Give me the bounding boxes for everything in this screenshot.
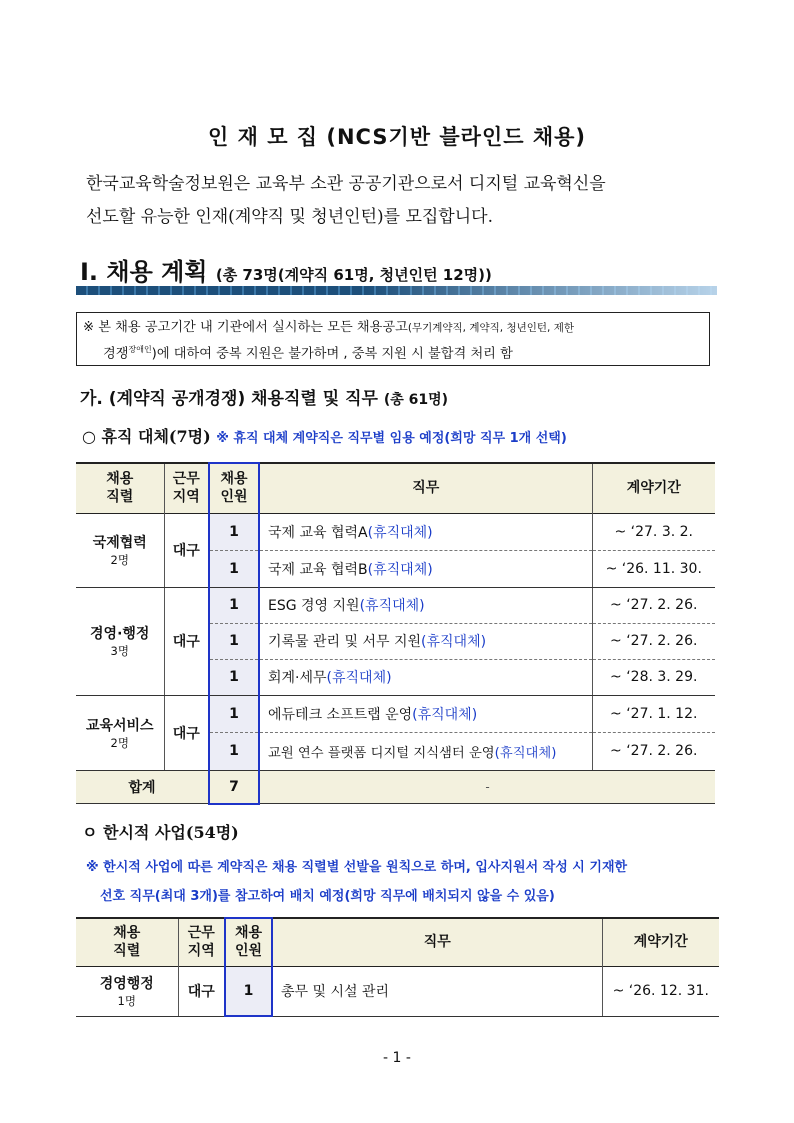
header-region: 근무 지역 bbox=[164, 463, 209, 513]
row-period: ~ ‘26. 11. 30. bbox=[592, 550, 715, 587]
row-period: ~ ‘27. 2. 26. bbox=[592, 623, 715, 659]
notice-line-2 bbox=[83, 339, 701, 365]
notice-line-2-rest: )에 대하여 중복 지원은 불가하며 , 중복 지원 시 불합격 처리 함 bbox=[151, 346, 513, 362]
intro-line-1: 한국교육학술정보원은 교육부 소관 공공기관으로서 디지털 교육혁신을 bbox=[86, 174, 606, 194]
row-job-tag: (휴직대체) bbox=[494, 745, 557, 761]
group-count: 2명 bbox=[110, 553, 129, 567]
section-1-title: Ⅰ. 채용 계획 bbox=[80, 258, 208, 286]
row-period: ~ ‘27. 3. 2. bbox=[592, 513, 715, 550]
subsection-ga-title: 가. (계약직 공개경쟁) 채용직렬 및 직무 bbox=[80, 389, 378, 409]
notice-box bbox=[76, 312, 710, 366]
section-divider-fade bbox=[76, 286, 717, 295]
temporary-project-note-1: ※ 한시적 사업에 따른 계약직은 채용 직렬별 선발을 원칙으로 하며, 입사지원서 작성 시 기재한 bbox=[86, 860, 628, 875]
row-job-tag: (휴직대체) bbox=[367, 524, 433, 541]
subsection-ga-heading bbox=[80, 384, 448, 409]
page-number: - 1 - bbox=[383, 1050, 411, 1066]
group-region: 대구 bbox=[164, 587, 209, 695]
leave-replacement-note: ※ 휴직 대체 계약직은 직무별 임용 예정(희망 직무 1개 선택) bbox=[216, 431, 567, 446]
header-region: 근무 지역 bbox=[178, 918, 225, 966]
intro-line-2: 선도할 유능한 인재(계약직 및 청년인턴)를 모집합니다. bbox=[86, 207, 493, 227]
row-count: 1 bbox=[209, 695, 259, 732]
row-job: 기록물 관리 및 서무 지원(휴직대체) bbox=[259, 623, 592, 659]
header-series: 채용 직렬 bbox=[76, 918, 178, 966]
row-count: 1 bbox=[209, 623, 259, 659]
subsection-ga-total: (총 61명) bbox=[383, 392, 449, 408]
group-name: 국제협력 bbox=[92, 535, 147, 551]
row-period: ~ ‘26. 12. 31. bbox=[602, 966, 719, 1016]
total-rest: - bbox=[259, 770, 715, 804]
row-period: ~ ‘27. 1. 12. bbox=[592, 695, 715, 732]
section-1-heading bbox=[80, 252, 492, 287]
header-job: 직무 bbox=[272, 918, 602, 966]
group-name: 교육서비스 bbox=[85, 717, 154, 734]
row-job-tag: (휴직대체) bbox=[367, 561, 433, 578]
header-count: 채용 인원 bbox=[225, 918, 272, 966]
group-series bbox=[76, 695, 164, 770]
group-region: 대구 bbox=[164, 695, 209, 770]
row-job: 회계·세무(휴직대체) bbox=[259, 659, 592, 695]
group-name: 경영·행정 bbox=[90, 626, 150, 642]
row-job-tag: (휴직대체) bbox=[421, 634, 487, 650]
leave-replacement-title: ○ 휴직 대체(7명) bbox=[82, 427, 211, 446]
leave-replacement-heading bbox=[82, 424, 567, 447]
row-job: 국제 교육 협력B(휴직대체) bbox=[259, 550, 592, 587]
row-job-tag: (휴직대체) bbox=[412, 706, 478, 723]
group-count: 1명 bbox=[117, 994, 136, 1008]
temporary-project-table bbox=[76, 917, 719, 1017]
group-series bbox=[76, 587, 164, 695]
row-count: 1 bbox=[225, 966, 272, 1016]
group-count: 2명 bbox=[110, 735, 129, 750]
group-region: 대구 bbox=[178, 966, 225, 1016]
notice-line-1 bbox=[83, 317, 701, 339]
group-series bbox=[76, 513, 164, 587]
row-job: 총무 및 시설 관리 bbox=[272, 966, 602, 1016]
section-1-subtitle: (총 73명(계약직 61명, 청년인턴 12명)) bbox=[215, 266, 492, 284]
notice-line-1-main: ※ 본 채용 공고기간 내 기관에서 실시하는 모든 채용공고 bbox=[83, 320, 408, 335]
total-count: 7 bbox=[209, 770, 259, 804]
row-count: 1 bbox=[209, 659, 259, 695]
row-job-tag: (휴직대체) bbox=[359, 598, 425, 614]
row-count: 1 bbox=[209, 587, 259, 623]
header-series: 채용 직렬 bbox=[76, 463, 164, 513]
notice-line-2-start: 경쟁 bbox=[103, 346, 129, 362]
row-count: 1 bbox=[209, 732, 259, 770]
total-label: 합계 bbox=[76, 770, 209, 804]
row-job: ESG 경영 지원(휴직대체) bbox=[259, 587, 592, 623]
notice-line-1-detail: (무기계약직, 계약직, 청년인턴, 제한 bbox=[407, 322, 574, 334]
row-job: 교원 연수 플랫폼 디지털 지식샘터 운영(휴직대체) bbox=[259, 732, 592, 770]
header-count: 채용 인원 bbox=[209, 463, 259, 513]
row-count: 1 bbox=[209, 513, 259, 550]
leave-replacement-table bbox=[76, 462, 715, 805]
row-count: 1 bbox=[209, 550, 259, 587]
header-job: 직무 bbox=[259, 463, 592, 513]
header-period: 계약기간 bbox=[602, 918, 719, 966]
row-period: ~ ‘27. 2. 26. bbox=[592, 732, 715, 770]
group-series bbox=[76, 966, 178, 1016]
group-count: 3명 bbox=[110, 644, 129, 658]
header-period: 계약기간 bbox=[592, 463, 715, 513]
row-period: ~ ‘28. 3. 29. bbox=[592, 659, 715, 695]
group-name: 경영행정 bbox=[99, 976, 154, 992]
temporary-project-heading: ㅇ 한시적 사업(54명) bbox=[82, 823, 239, 842]
row-period: ~ ‘27. 2. 26. bbox=[592, 587, 715, 623]
row-job-tag: (휴직대체) bbox=[326, 670, 392, 686]
row-job: 에듀테크 소프트랩 운영(휴직대체) bbox=[259, 695, 592, 732]
page-title: 인 재 모 집 (NCS기반 블라인드 채용) bbox=[208, 125, 586, 149]
temporary-project-note-2: 선호 직무(최대 3개)를 참고하여 배치 예정(희망 직무에 배치되지 않을 수 있음) bbox=[100, 889, 555, 904]
row-job: 국제 교육 협력A(휴직대체) bbox=[259, 513, 592, 550]
group-region: 대구 bbox=[164, 513, 209, 587]
notice-superscript: 장애인 bbox=[128, 345, 152, 354]
